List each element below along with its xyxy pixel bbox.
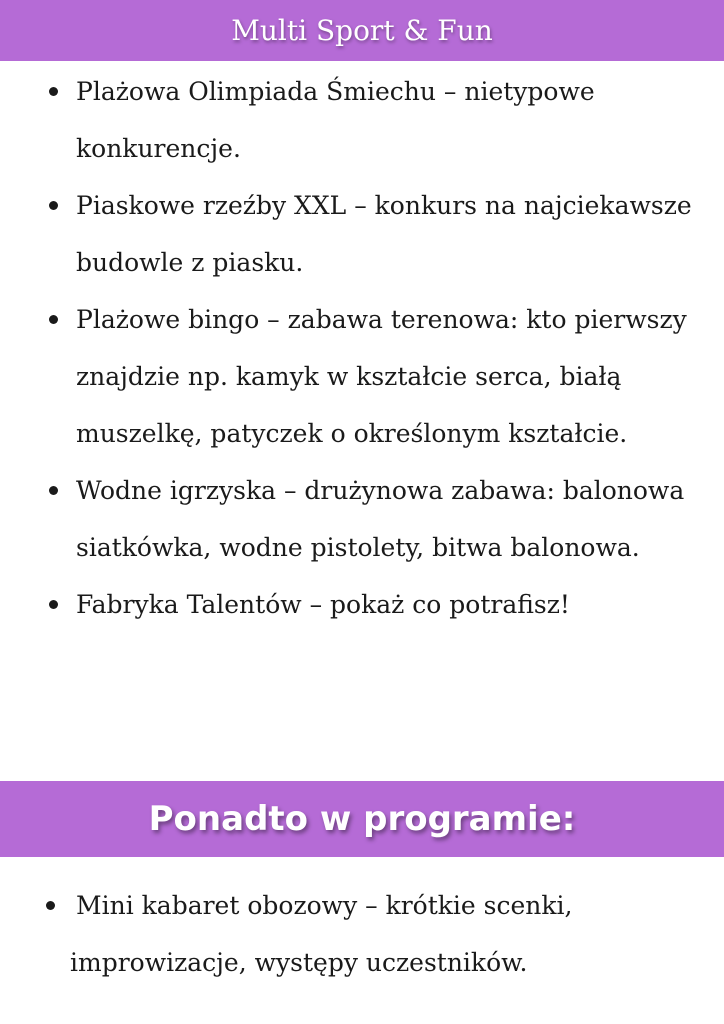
bullet-icon [49, 201, 58, 210]
section-title: Ponadto w programie: [148, 799, 576, 839]
bullet-icon [46, 901, 55, 910]
header-title: Multi Sport & Fun [231, 14, 493, 47]
section-banner [0, 781, 724, 857]
bullet-icon [49, 87, 58, 96]
list-item [0, 877, 724, 991]
bullet-icon [49, 315, 58, 324]
list-item [0, 291, 724, 462]
list-item-text: Plażowa Olimpiada Śmiechu – nietypowe konkurencje. [76, 77, 595, 163]
list-item-text: Plażowe bingo – zabawa terenowa: kto pierwszy znajdzie np. kamyk w kształcie serca, białą muszelkę, patyczek o określonym kształcie. [76, 305, 687, 448]
header-banner [0, 0, 724, 61]
bullet-icon [49, 600, 58, 609]
list-item-text: Fabryka Talentów – pokaż co potrafisz! [76, 590, 570, 619]
list-item [0, 462, 724, 576]
list-item [0, 177, 724, 291]
list-item-text: Wodne igrzyska – drużynowa zabawa: balonowa siatkówka, wodne pistolety, bitwa balonowa. [76, 476, 685, 562]
list-item-text: Mini kabaret obozowy – krótkie scenki, improwizacje, występy uczestników. [70, 891, 573, 977]
list-item [0, 576, 724, 633]
list-item-text: Piaskowe rzeźby XXL – konkurs na najciekawsze budowle z piasku. [76, 191, 692, 277]
list-item [0, 63, 724, 177]
bullet-icon [49, 486, 58, 495]
activities-list [0, 63, 724, 633]
extra-list [0, 877, 724, 991]
